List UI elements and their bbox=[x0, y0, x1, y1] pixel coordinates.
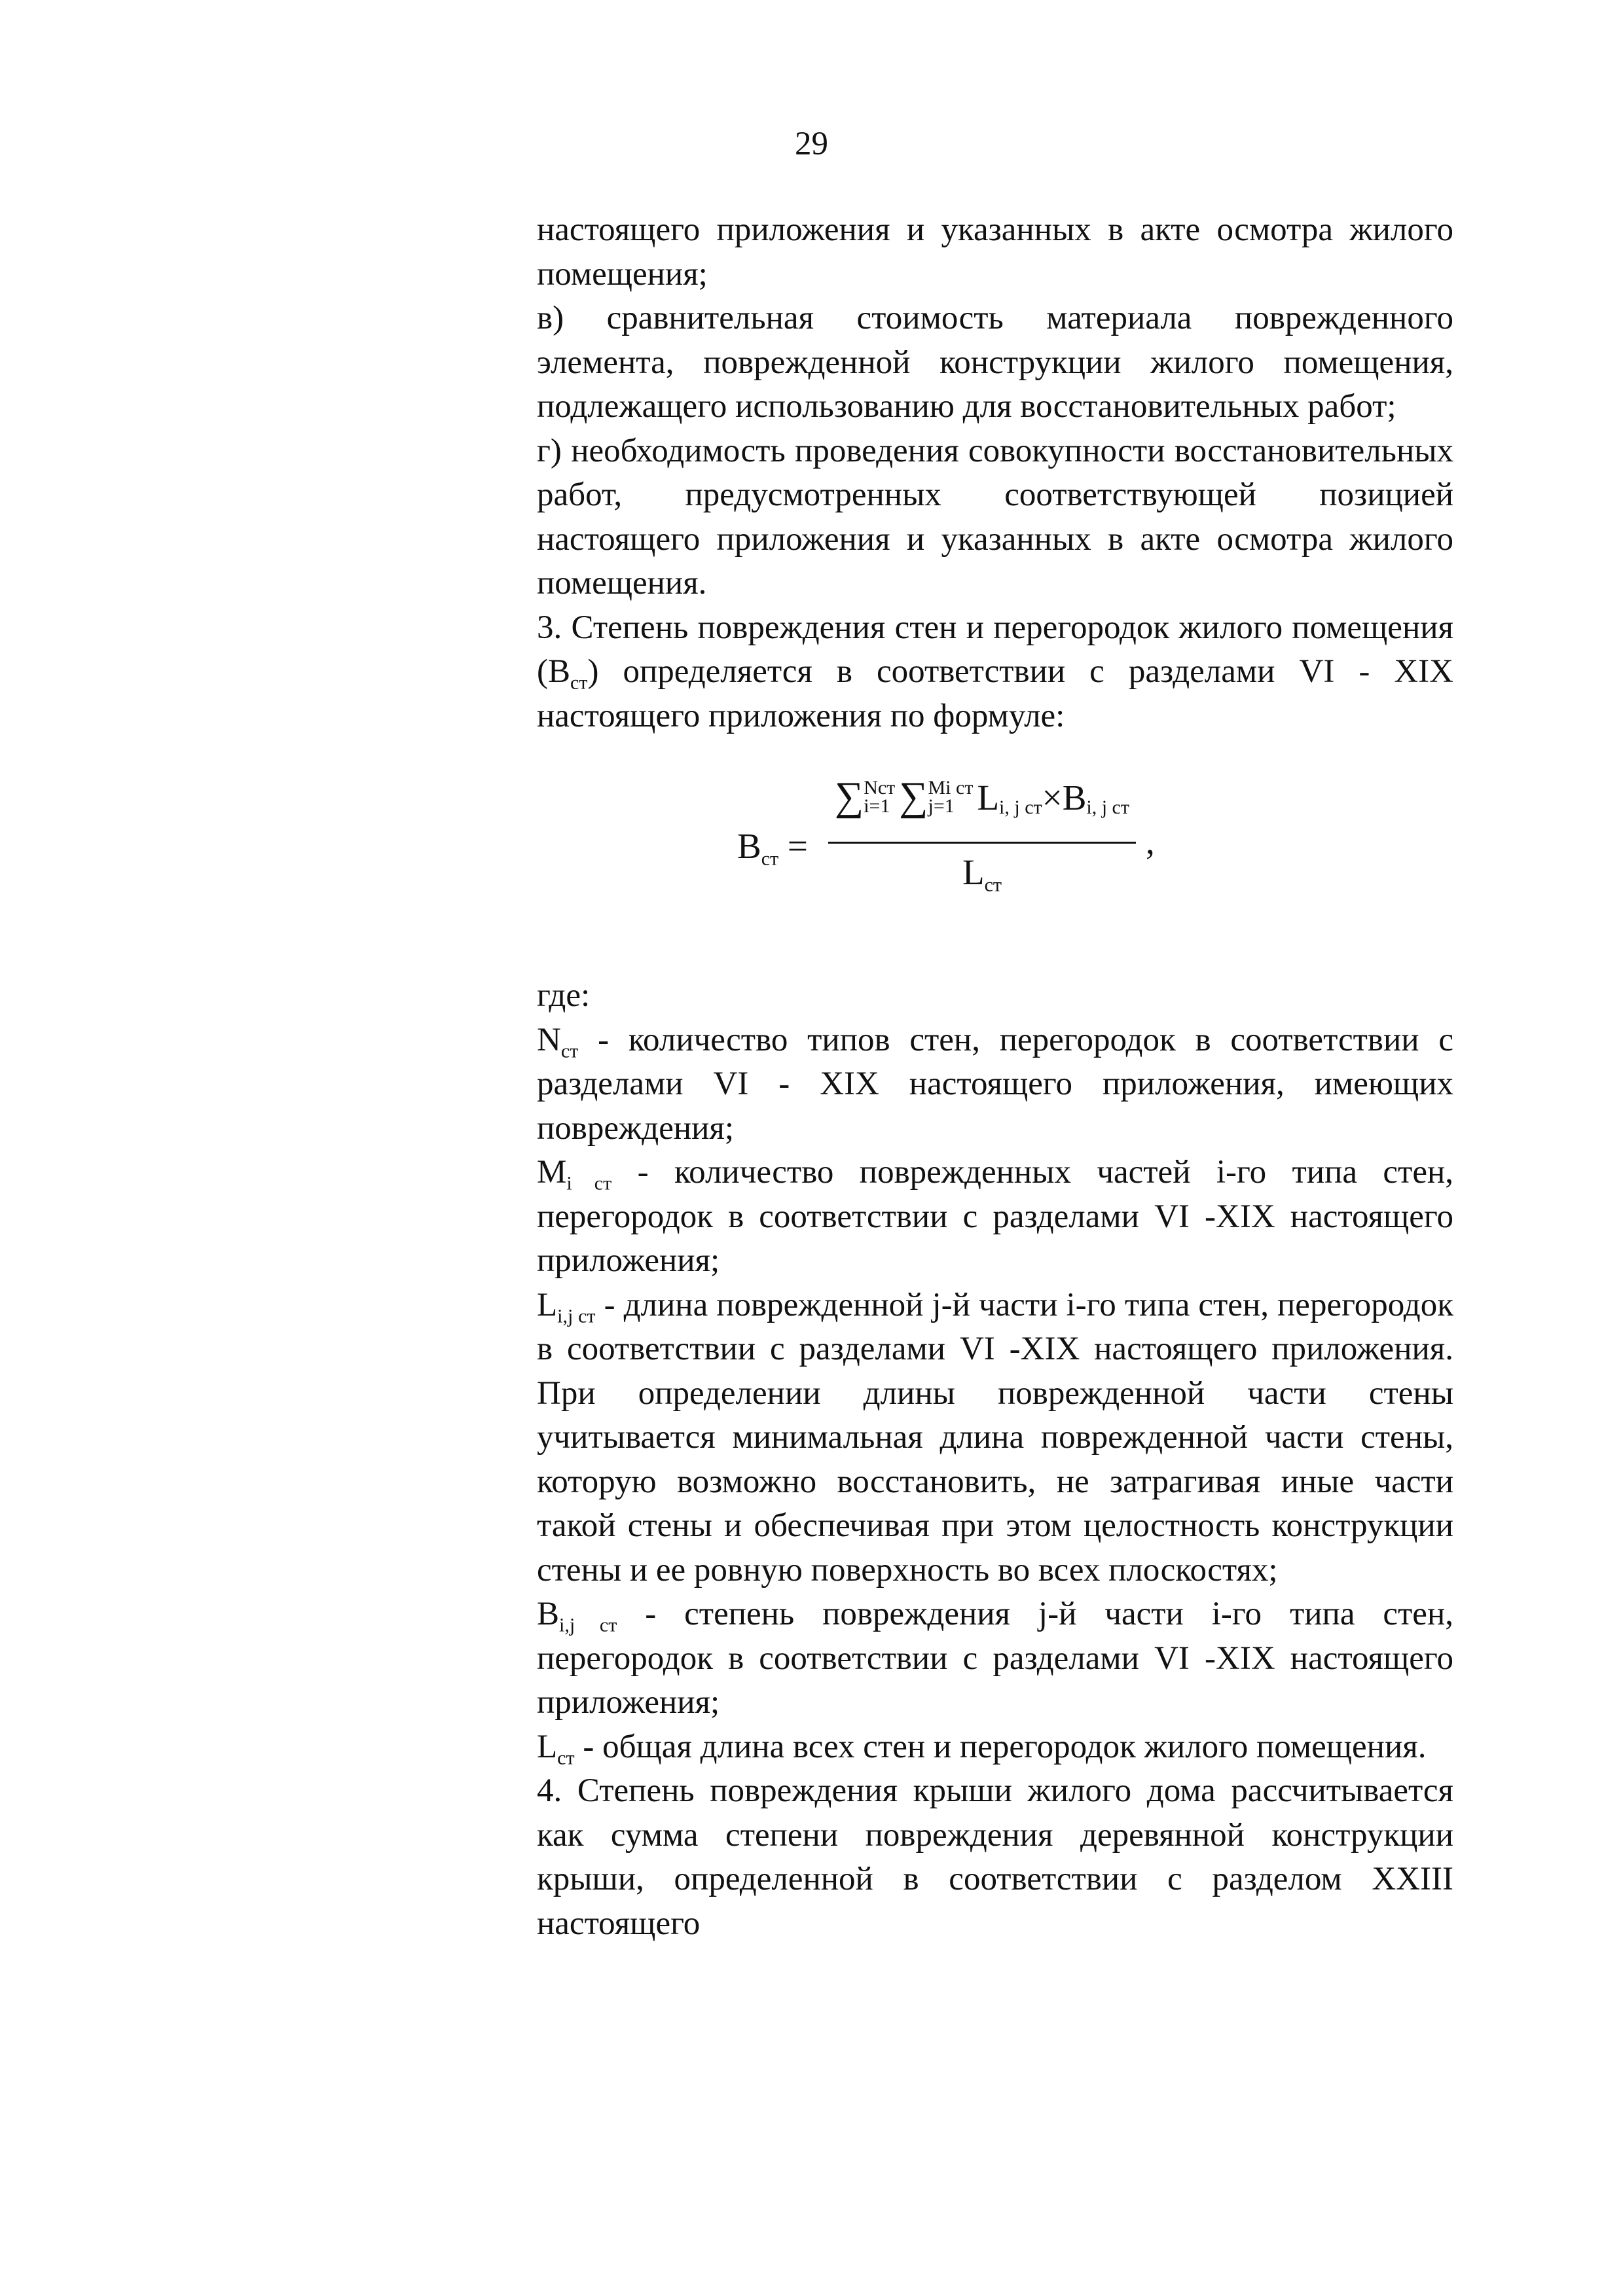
times-sign: × bbox=[1042, 778, 1063, 817]
sum-lower-outer: i=1 bbox=[864, 795, 890, 817]
denominator-symbol: L bbox=[962, 852, 985, 892]
definition-l-total-symbol: L bbox=[537, 1728, 558, 1765]
formula-numerator bbox=[828, 775, 1136, 834]
definition-l-total-subscript: ст bbox=[557, 1747, 575, 1768]
where-label: где: bbox=[537, 977, 591, 1014]
sum-upper-inner: Mi ст bbox=[928, 777, 974, 799]
term-length-index: i, j ст bbox=[999, 797, 1042, 818]
paragraph-4: 4. Степень повреждения крыши жилого дома рассчитывается как сумма степени повреждения деревянной конструкции крыши, определенной в соответствии с разделом XXIII настоящего bbox=[537, 1772, 1453, 1942]
formula-denominator bbox=[828, 850, 1136, 895]
formula-lhs bbox=[737, 824, 808, 869]
definition-n-symbol: N bbox=[537, 1021, 561, 1058]
definition-l-ij-symbol: L bbox=[537, 1286, 558, 1323]
paragraph-item-g: г) необходимость проведения совокупности восстановительных работ, предусмотренных соответствующей позицией настоящего приложения и указанных в акте осмотра жилого помещения. bbox=[537, 432, 1453, 601]
sum-limits-inner bbox=[928, 779, 974, 816]
formula-lhs-subscript: ст bbox=[761, 848, 779, 870]
definition-l-ij-subscript: i,j ст bbox=[557, 1305, 596, 1327]
definition-l-total-text: - общая длина всех стен и перегородок жилого помещения. bbox=[574, 1728, 1427, 1765]
term-degree: B bbox=[1062, 778, 1087, 817]
definition-l-total bbox=[537, 1725, 1453, 1770]
definition-n-subscript: ст bbox=[560, 1040, 579, 1062]
formula-lhs-symbol: В bbox=[737, 826, 761, 866]
term-degree-index: i, j ст bbox=[1086, 797, 1129, 818]
formula-wall-damage bbox=[537, 775, 1453, 952]
definition-b-ij-text: - степень повреждения j-й части i-го типа стен, перегородок в соответствии с разделами VI -XIX настоящего приложения; bbox=[537, 1596, 1453, 1721]
definition-l-ij-text: - длина поврежденной j-й части i-го типа стен, перегородок в соответствии с разделами VI -XIX настоящего приложения. При определении длины поврежденной части стены учитывается минимальная длина поврежденной части стены, которую возможно восстановить, не затрагивая иные части такой стены и обеспечивая при этом целостность конструкции стены и ее ровную поверхность во всех плоскостях; bbox=[537, 1286, 1453, 1588]
definition-m bbox=[537, 1151, 1453, 1283]
definition-m-text: - количество поврежденных частей i-го типа стен, перегородок в соответствии с разделами VI -XIX настоящего приложения; bbox=[537, 1154, 1453, 1279]
sum-symbol-outer: ∑ bbox=[835, 774, 864, 819]
formula-fraction bbox=[828, 775, 1136, 895]
document-body bbox=[537, 208, 1453, 1946]
formula-comma: , bbox=[1146, 821, 1155, 861]
paragraph-3-end: ) определяется в соответствии с разделами VI - XIX настоящего приложения по формуле: bbox=[537, 653, 1453, 734]
paragraph-continuation: настоящего приложения и указанных в акте осмотра жилого помещения; bbox=[537, 211, 1453, 293]
definition-n bbox=[537, 1018, 1453, 1151]
formula-equals: = bbox=[787, 826, 808, 866]
term-length: L bbox=[977, 778, 1000, 817]
denominator-subscript: ст bbox=[984, 874, 1002, 896]
definition-b-ij-symbol: В bbox=[537, 1596, 560, 1632]
sum-upper-outer: Nст bbox=[864, 777, 896, 799]
definition-b-ij-subscript: i,j ст bbox=[559, 1614, 617, 1636]
sum-symbol-inner: ∑ bbox=[899, 774, 928, 819]
page-number: 29 bbox=[795, 126, 828, 162]
sum-limits-outer bbox=[864, 779, 895, 816]
fraction-bar bbox=[828, 842, 1136, 844]
sum-lower-inner: j=1 bbox=[928, 795, 955, 817]
paragraph-3-subscript: ст bbox=[570, 672, 588, 694]
definition-m-subscript: i ст bbox=[566, 1172, 612, 1194]
definition-n-text: - количество типов стен, перегородок в соответствии с разделами VI - XIX настоящего приложения, имеющих повреждения; bbox=[537, 1021, 1453, 1147]
paragraph-3-start: 3. Степень повреждения стен и перегородок жилого помещения (В bbox=[537, 609, 1453, 690]
definition-b-ij bbox=[537, 1592, 1453, 1725]
paragraph-item-v: в) сравнительная стоимость материала поврежденного элемента, поврежденной конструкции жилого помещения, подлежащего использованию для восстановительных работ; bbox=[537, 300, 1453, 425]
paragraph-3 bbox=[537, 606, 1453, 739]
definition-m-symbol: M bbox=[537, 1154, 567, 1191]
definition-l-ij bbox=[537, 1283, 1453, 1593]
